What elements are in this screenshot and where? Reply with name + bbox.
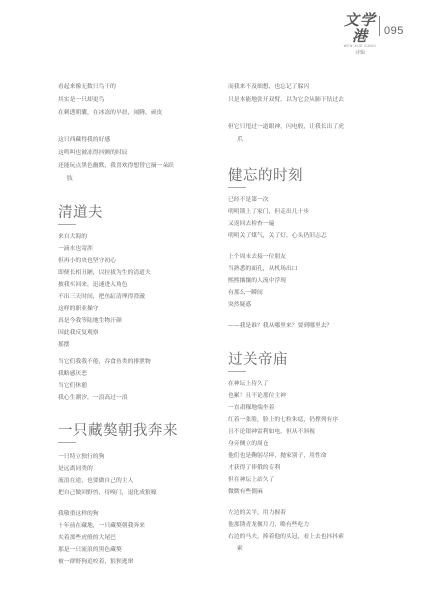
poem-line: 不出三天时间，把鱼缸清理得澄澈 (58, 294, 145, 300)
poem-line: 摇摆 (58, 342, 70, 348)
poem-line: 因此我反复观察 (58, 330, 99, 336)
poem-line: 是远离同类的 (58, 466, 93, 472)
poem-line: 红着一张脸，脸上的七粒朱痣，仍撑列有序 (228, 417, 339, 423)
poem-line: 只是本能地张开双臂，以为它会从肺下钻过去 (228, 97, 344, 103)
poem-line: 来自大海的 (58, 234, 87, 240)
poem-line: 当它们我我不倦，吞食鱼类的排泄物 (58, 359, 151, 365)
poem-line: 左边的关平，用力握着 (228, 510, 286, 516)
poem-line: 爪 (237, 137, 243, 143)
poem-line: 真是今我等陆地生物汗颜 (58, 318, 122, 324)
header-divider (379, 16, 380, 36)
magazine-pinyin: WEN XUE GANG (343, 44, 377, 48)
poem-line: 微微有些僵麻 (228, 489, 263, 495)
poem-line: 但它只甩过一道眼神，闪电般，让我长出了虎 (228, 124, 344, 130)
poem-line: 且不论银神雷利如电，但从不斜视 (228, 429, 315, 435)
poem-title: 清道夫 (58, 205, 103, 221)
poem-line: 明明关了煤气，关了灯，心头仍旧忐忑 (228, 233, 327, 239)
poem-line: 有那么一瞬间 (228, 290, 263, 296)
poem-quote: ——我是谁？我从哪里来？要到哪里去？ (228, 323, 333, 329)
poem-line: 而我来不及细想，也忘记了躲闪 (228, 84, 310, 90)
poem-line: 看起来像无数只鸟干的 (58, 84, 116, 90)
poem-line: 右边的马夫，捧着他的头冠，看上去也抖抖索 (228, 534, 344, 540)
poem-line: 上个周末去接一位朋友 (228, 254, 286, 260)
poem-line: 一直肃穆地端坐着 (228, 405, 275, 411)
poem-line: 即便长相丑陋，以拉拔为生的清道夫 (58, 270, 151, 276)
poem-line: 这样的职业操守 (58, 306, 99, 312)
poem-line: 已经不是第一次 (228, 197, 269, 203)
poem-title: 过关帝庙 (228, 352, 288, 368)
poem-line: 我略感厌恶 (58, 371, 87, 377)
poem-line: 身旁侧立的周仓 (228, 441, 269, 447)
poem-line: 又返回去检查一遍 (228, 221, 275, 227)
poem-line: 他那锈青龙偃月刀，略有些吃力 (228, 522, 310, 528)
poem-line: 当熟悉的面孔，从机场出口 (228, 266, 298, 272)
poem-line: 在神坛上待久了 (228, 381, 269, 387)
magazine-title: 文学港 (343, 11, 376, 45)
poem-line: 我敬重这样的狗 (58, 511, 99, 517)
poem-line: 熙熙攘攘的人流中浮现 (228, 278, 286, 284)
poem-line: 当它们休憩 (58, 383, 87, 389)
page-number: 095 (384, 25, 404, 37)
poem-line: 披我买回来，迅速进入角色 (58, 282, 128, 288)
poem-line: 这鸣叫也被冻得抖颤的时辰 (58, 150, 128, 156)
section-label: 诗辑 (354, 50, 365, 56)
poem-line: 我心生潮汐，一浪高过一浪 (58, 395, 128, 401)
poem-line: 但再小的央也坚守初心 (58, 258, 116, 264)
poem-line: 肢 (67, 176, 73, 182)
poem-line: 流浪在途，也要做自己的主人 (58, 478, 134, 484)
poem-line: 才获得了俸俄的专利 (228, 465, 281, 471)
poem-line: 明明锁上了家门，但走出几十步 (228, 209, 310, 215)
poem-line: 也累！且不论那位主神 (228, 393, 286, 399)
masthead (339, 12, 381, 57)
poem-line: 那是一只流浪的黑色藏獒 (58, 547, 122, 553)
poem-line: 还能玩点黑色幽默，我喜欢得想替它摘一朵跃 (58, 163, 174, 169)
poem-line: 但在神坛上站久了 (228, 477, 275, 483)
poem-line: 他们也是鞠躬尽瘁，抛家别子，用性命 (228, 453, 327, 459)
poem-line: 在刺透朝囊，在冰冻的早晨，闹腾，顽皮 (58, 110, 163, 116)
poem-line: 夹着那些虎般的大尾巴 (58, 535, 116, 541)
poem-title: 健忘的时刻 (228, 168, 303, 184)
poem-line: 一滴水也寄涯 (58, 246, 93, 252)
poem-title: 一只藏獒朝我奔来 (58, 423, 178, 439)
poem-line: 索 (237, 546, 243, 552)
poem-line: 把自己做回野兽，待嗅门，退化成狼嚎 (58, 490, 157, 496)
poem-line: 其实是一只却更鸟 (58, 97, 105, 103)
poem-line: 被一群野狗追咬着，狼狈逃窜 (58, 559, 134, 565)
poem-line: 十年前在藏地，一只藏獒朝我奔来 (58, 523, 145, 529)
poem-line: 突然疑惑 (228, 302, 252, 308)
poem-line: 这只西藏得我的好感 (58, 137, 111, 143)
poem-line: 一只特立独行的狗 (58, 454, 105, 460)
